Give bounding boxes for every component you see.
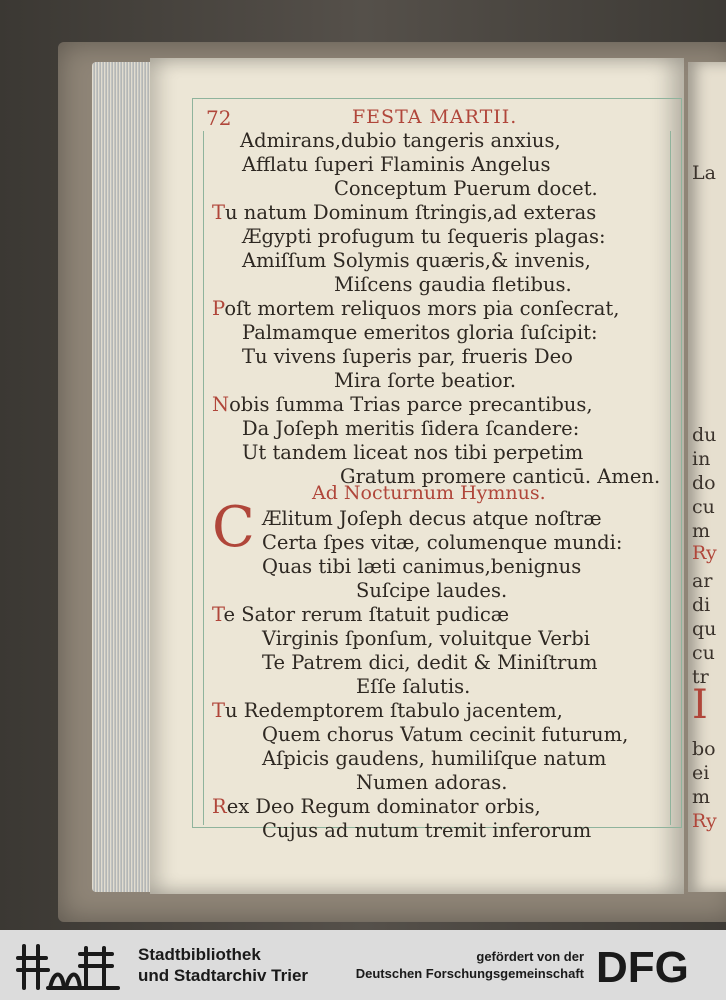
bottom-line [212, 796, 541, 818]
line-text: Numen adoras. [356, 771, 508, 794]
library-name-line1: Stadtbibliothek [138, 945, 261, 964]
top-line [242, 442, 583, 464]
bottom-line [262, 748, 606, 770]
dfg-logo-icon [594, 936, 718, 994]
right-page-fragment: cu [692, 496, 715, 518]
right-page-fragment: Ry [692, 542, 717, 564]
top-line [212, 298, 619, 320]
right-page-fragment: do [692, 472, 716, 494]
line-text: Mira ſorte beatior. [334, 369, 517, 392]
line-text: Eſſe ſalutis. [356, 675, 471, 698]
right-page [688, 62, 726, 892]
bottom-line [262, 724, 628, 746]
red-initial: N [212, 393, 230, 416]
top-line [242, 322, 598, 344]
funding-line1: gefördert von der [476, 949, 584, 964]
bottom-line [262, 508, 602, 530]
top-line [242, 226, 606, 248]
right-page-fragment: ei [692, 762, 710, 784]
line-text: ex Deo Regum dominator orbis, [226, 795, 541, 818]
bottom-line [356, 580, 507, 602]
line-text: oſt mortem reliquos mors pia conſecrat, [224, 297, 620, 320]
top-line [242, 154, 551, 176]
line-text: Afflatu ſuperi Flaminis Angelus [242, 153, 551, 176]
running-header: FESTA MARTII. [352, 106, 518, 128]
dfg-logo-text: DFG [596, 943, 689, 992]
right-page-fragment: du [692, 424, 717, 446]
top-line [242, 250, 591, 272]
library-name-line2: und Stadtarchiv Trier [138, 966, 309, 985]
funding-note [356, 948, 584, 982]
right-page-fragment: cu [692, 642, 715, 664]
line-text: e Sator rerum ſtatuit pudicæ [223, 603, 510, 626]
top-line [212, 394, 593, 416]
line-text: Amiſſum Solymis quæris,& invenis, [242, 249, 591, 272]
line-text: Cujus ad nutum tremit inferorum [262, 819, 592, 842]
line-text: Suſcipe laudes. [356, 579, 508, 602]
red-initial: T [212, 699, 226, 722]
red-initial: R [212, 795, 227, 818]
top-line [334, 370, 516, 392]
right-page-fragment: tr [692, 666, 709, 688]
line-text: u natum Dominum ſtringis,ad exteras [225, 201, 597, 224]
line-text: Ægypti profugum tu ſequeris plagas: [242, 225, 606, 248]
line-text: Quem chorus Vatum cecinit futurum, [262, 723, 629, 746]
line-text: Te Patrem dici, dedit & Miniſtrum [262, 651, 598, 674]
right-page-fragment: m [692, 520, 711, 542]
line-text: Palmamque emeritos gloria ſuſcipit: [242, 321, 598, 344]
drop-cap: C [212, 495, 255, 560]
right-page-fragment: bo [692, 738, 716, 760]
bottom-line [356, 676, 470, 698]
library-name [138, 944, 308, 986]
right-page-fragment: di [692, 594, 711, 616]
top-line [334, 178, 598, 200]
line-text: Virginis ſponſum, voluitque Verbi [262, 627, 590, 650]
library-logo-icon [14, 940, 126, 992]
line-text: Miſcens gaudia fletibus. [334, 273, 572, 296]
bottom-line [262, 556, 581, 578]
bottom-line [262, 820, 591, 842]
right-page-fragment: La [692, 162, 716, 184]
red-initial: T [212, 603, 224, 626]
line-text: Tu vivens ſuperis par, frueris Deo [242, 345, 573, 368]
top-line [242, 346, 573, 368]
right-page-fragment: ar [692, 570, 713, 592]
line-text: Gratum promere canticū. Amen. [340, 465, 661, 488]
top-line [240, 130, 561, 152]
line-text: Ælitum Joſeph decus atque noſtræ [262, 507, 602, 530]
line-text: Ut tandem liceat nos tibi perpetim [242, 441, 584, 464]
bottom-line [262, 628, 590, 650]
top-line [334, 274, 572, 296]
right-page-fragment: Ry [692, 810, 717, 832]
right-page-fragment: qu [692, 618, 717, 640]
line-text: Aſpicis gaudens, humiliſque natum [262, 747, 607, 770]
bottom-line [356, 772, 507, 794]
bottom-line [262, 652, 598, 674]
page-number: 72 [206, 106, 232, 130]
funding-line2: Deutschen Forschungsgemeinschaft [355, 966, 584, 981]
right-page-fragment: m [692, 786, 711, 808]
red-initial: P [212, 297, 225, 320]
bottom-line [212, 604, 509, 626]
line-text: Certa ſpes vitæ, columenque mundi: [262, 531, 623, 554]
red-initial: T [212, 201, 226, 224]
hymn-heading: Ad Nocturnum Hymnus. [312, 482, 546, 504]
right-page-fragment: in [692, 448, 711, 470]
right-page-fragment: I [692, 682, 708, 728]
top-line [242, 418, 579, 440]
bottom-line [212, 700, 563, 722]
line-text: Quas tibi læti canimus,benignus [262, 555, 582, 578]
top-line [212, 202, 596, 224]
line-text: Da Joſeph meritis ſidera ſcandere: [242, 417, 580, 440]
line-text: Admirans,dubio tangeris anxius, [240, 129, 561, 152]
bottom-line [262, 532, 622, 554]
page-edges [92, 62, 154, 892]
line-text: obis ſumma Trias parce precantibus, [229, 393, 593, 416]
line-text: Conceptum Puerum docet. [334, 177, 598, 200]
line-text: u Redemptorem ſtabulo jacentem, [225, 699, 563, 722]
